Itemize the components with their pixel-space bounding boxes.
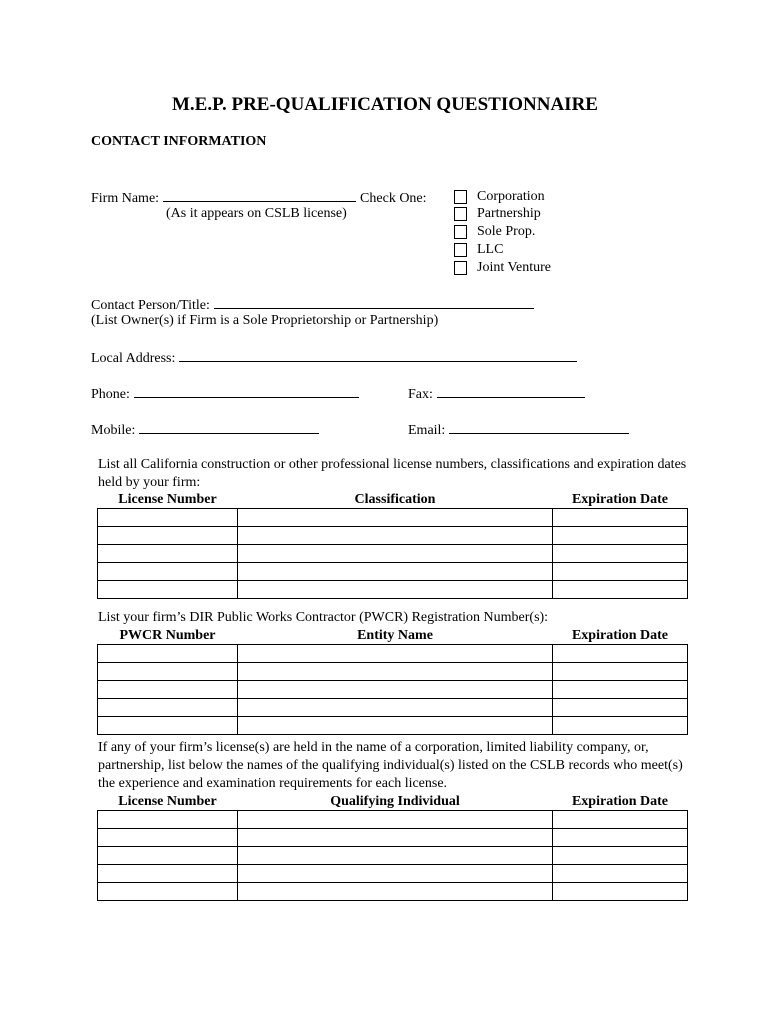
contact-field[interactable] [214,295,534,309]
pwcr-table [97,627,688,735]
table-cell[interactable] [238,829,553,847]
mobile-row [91,420,323,439]
table-row [98,865,688,883]
checkbox-corporation[interactable] [454,188,545,205]
table-cell[interactable] [553,527,688,545]
table-cell[interactable] [98,527,238,545]
table-cell[interactable] [553,645,688,663]
table-cell[interactable] [553,681,688,699]
section-heading: CONTACT INFORMATION [91,134,267,149]
table-row [98,681,688,699]
column-header: Expiration Date [553,627,688,645]
table-row [98,811,688,829]
table-cell[interactable] [238,527,553,545]
table-cell[interactable] [553,699,688,717]
mobile-label: Mobile: [91,423,136,438]
table-cell[interactable] [238,681,553,699]
option-label: Corporation [477,188,545,204]
fax-row [408,384,589,403]
table-cell[interactable] [553,545,688,563]
table-row [98,699,688,717]
table-cell[interactable] [98,811,238,829]
table-row [98,563,688,581]
table-row [98,581,688,599]
table-cell[interactable] [98,847,238,865]
qualifier-table [97,793,688,901]
column-header: Expiration Date [553,491,688,509]
checkbox-icon[interactable] [454,261,467,275]
table-cell[interactable] [553,663,688,681]
table-cell[interactable] [98,717,238,735]
option-label: LLC [477,241,504,257]
table-cell[interactable] [553,883,688,901]
checkbox-partnership[interactable] [454,205,541,222]
table-cell[interactable] [553,847,688,865]
table-row [98,509,688,527]
table-cell[interactable] [238,883,553,901]
table-cell[interactable] [98,883,238,901]
page-title: M.E.P. PRE-QUALIFICATION QUESTIONNAIRE [172,94,598,115]
table-cell[interactable] [553,865,688,883]
table-row [98,527,688,545]
phone-field[interactable] [134,384,359,398]
table-cell[interactable] [98,865,238,883]
table-cell[interactable] [238,645,553,663]
firm-name-field[interactable] [163,188,356,202]
contact-row [91,295,538,314]
column-header: License Number [98,491,238,509]
checkbox-icon[interactable] [454,243,467,257]
table-cell[interactable] [553,717,688,735]
fax-label: Fax: [408,387,433,402]
phone-row [91,384,363,403]
table-cell[interactable] [238,581,553,599]
license-table-intro: List all California construction or other professional license numbers, classifications and expiration dates held by your firm: [98,457,687,490]
table-row [98,883,688,901]
contact-label: Contact Person/Title: [91,298,210,313]
table-cell[interactable] [98,699,238,717]
table-cell[interactable] [238,847,553,865]
table-cell[interactable] [98,681,238,699]
table-header-row [98,793,688,811]
local-address-label: Local Address: [91,351,176,366]
local-address-row [91,348,581,367]
firm-name-note: (As it appears on CSLB license) [166,206,347,221]
table-cell[interactable] [238,717,553,735]
checkbox-icon[interactable] [454,225,467,239]
table-cell[interactable] [238,509,553,527]
table-cell[interactable] [553,509,688,527]
column-header: PWCR Number [98,627,238,645]
checkbox-llc[interactable] [454,241,503,258]
table-header-row [98,627,688,645]
checkbox-icon[interactable] [454,207,467,221]
local-address-field[interactable] [179,348,577,362]
table-cell[interactable] [98,545,238,563]
table-cell[interactable] [553,829,688,847]
table-cell[interactable] [98,563,238,581]
table-cell[interactable] [238,811,553,829]
table-cell[interactable] [553,563,688,581]
check-one-label: Check One: [360,191,427,206]
firm-name-row [91,188,427,207]
table-cell[interactable] [98,509,238,527]
table-row [98,847,688,865]
checkbox-joint-venture[interactable] [454,259,551,276]
qualifier-table-intro: If any of your firm’s license(s) are held in the name of a corporation, limited liability company, or, partnership, list below the names of the qualifying individual(s) listed on the CSLB records who meet(s) the experience and examination requirements for each license. [98,740,683,791]
email-row [408,420,633,439]
checkbox-sole-prop[interactable] [454,223,535,240]
table-row [98,545,688,563]
table-cell[interactable] [98,645,238,663]
table-row [98,663,688,681]
table-row [98,829,688,847]
license-table [97,491,688,599]
column-header: Qualifying Individual [238,793,553,811]
table-cell[interactable] [238,663,553,681]
table-cell[interactable] [238,545,553,563]
option-label: Sole Prop. [477,223,536,239]
mobile-field[interactable] [139,420,319,434]
column-header: Expiration Date [553,793,688,811]
pwcr-table-intro: List your firm’s DIR Public Works Contractor (PWCR) Registration Number(s): [98,610,549,625]
table-cell[interactable] [98,581,238,599]
contact-note: (List Owner(s) if Firm is a Sole Proprietorship or Partnership) [91,313,439,328]
table-cell[interactable] [238,865,553,883]
firm-name-label: Firm Name: [91,191,160,206]
table-row [98,717,688,735]
table-cell[interactable] [238,563,553,581]
column-header: Entity Name [238,627,553,645]
fax-field[interactable] [437,384,585,398]
email-field[interactable] [449,420,629,434]
checkbox-icon[interactable] [454,190,467,204]
column-header: Classification [238,491,553,509]
option-label: Joint Venture [477,259,552,275]
column-header: License Number [98,793,238,811]
email-label: Email: [408,423,446,438]
option-label: Partnership [477,205,541,221]
table-row [98,645,688,663]
table-cell[interactable] [98,829,238,847]
table-cell[interactable] [98,663,238,681]
table-cell[interactable] [553,811,688,829]
table-cell[interactable] [553,581,688,599]
table-cell[interactable] [238,699,553,717]
table-header-row [98,491,688,509]
phone-label: Phone: [91,387,130,402]
